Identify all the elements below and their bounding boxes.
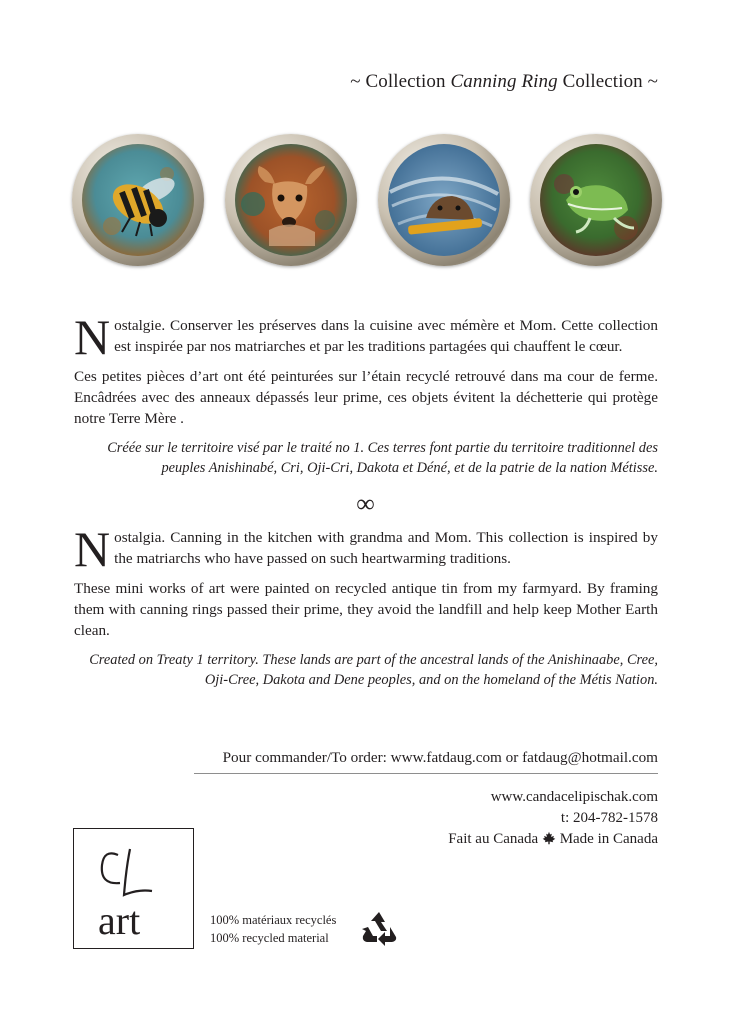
recycled-note: 100% matériaux recyclés 100% recycled material [210,913,337,945]
ring-frog [530,134,662,266]
recycle-icon [359,909,399,947]
bee-icon [72,134,204,266]
drop-cap: N [74,309,111,365]
contact-info [448,787,658,850]
maple-leaf-icon [542,831,556,845]
fawn-icon [225,134,357,266]
collection-title: ~ Collection Canning Ring Collection ~ [350,71,658,92]
french-paragraph-materials: Ces petites pièces d’art ont été peinturées sur l’étain recyclé retrouvé dans ma cour de ferme. Encâdrées avec des anneaux dépassés leur prime, ces objets évitent la déchetterie qui protège notre Terre Mère . [74,368,658,427]
drop-cap: N [74,521,111,577]
cl-art-logo [73,828,194,949]
website-link[interactable]: www.candacelipischak.com [490,789,658,805]
infinity-divider: ∞ [356,489,375,518]
canning-rings-gallery [72,134,662,266]
order-info: Pour commander/To order: www.fatdaug.com or fatdaug@hotmail.com [194,749,658,774]
english-land-acknowledgement: Created on Treaty 1 territory. These lands are part of the ancestral lands of the Anishinaabe, Cree, Oji-Cree, Dakota and Dene peoples, and on the homeland of the Métis Nation. [89,652,658,688]
ring-bee [72,134,204,266]
logo-art-text: art [98,898,141,943]
english-section [74,521,658,699]
french-paragraph-intro: Nostalgie. Conserver les préserves dans la cuisine avec mémère et Mom. Cette collection est inspirée par nos matriarches et par les traditions partagées qui chauffent le cœur. [74,309,658,365]
english-paragraph-materials: These mini works of art were painted on recycled antique tin from my farmyard. By framing them with canning rings passed their prime, they avoid the landfill and help keep Mother Earth clean. [74,580,658,639]
english-paragraph-intro: Nostalgia. Canning in the kitchen with grandma and Mom. This collection is inspired by the matriarchs who have passed on such heartwarming traditions. [74,521,658,577]
french-section [74,309,658,487]
frog-icon [530,134,662,266]
phone-number: t: 204-782-1578 [560,810,658,826]
beaver-icon [378,134,510,266]
made-in-canada: Fait au Canada Made in Canada [448,831,658,847]
french-land-acknowledgement: Créée sur le territoire visé par le traité no 1. Ces terres font partie du territoire traditionnel des peuples Anishinabé, Cri, Oji-Cri, Dakota et Déné, et de la patrie de la nation Métisse. [107,440,658,476]
collection-name: Canning Ring [450,71,558,92]
ring-beaver [378,134,510,266]
ring-fawn [225,134,357,266]
